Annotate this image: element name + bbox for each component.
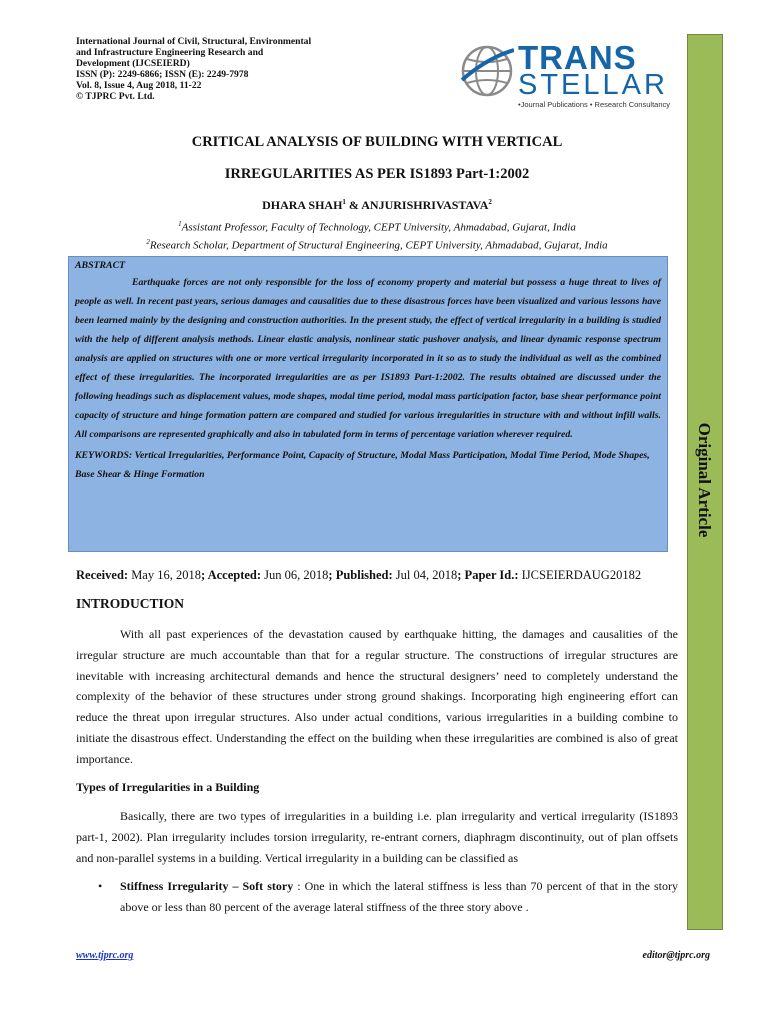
paper-title-line-2: IRREGULARITIES AS PER IS1893 Part-1:2002 <box>224 166 530 182</box>
journal-line: © TJPRC Pvt. Ltd. <box>76 91 155 102</box>
journal-line: ISSN (P): 2249-6866; ISSN (E): 2249-7978 <box>76 69 249 80</box>
paper-id: IJCSEIERDAUG20182 <box>518 568 642 582</box>
journal-line: International Journal of Civil, Structural, Environmental <box>76 36 312 47</box>
affiliation-mark: 2 <box>146 238 150 246</box>
author-name: ANJURISHRIVASTAVA <box>361 198 489 212</box>
received-label: Received: <box>76 568 129 582</box>
authors <box>72 198 682 213</box>
journal-line: Vol. 8, Issue 4, Aug 2018, 11-22 <box>76 80 202 91</box>
journal-line: Development (IJCSEIERD) <box>76 58 190 69</box>
journal-line: and Infrastructure Engineering Research and <box>76 47 264 58</box>
article-type-label: Original Article <box>695 422 714 538</box>
types-paragraph: Basically, there are two types of irregularities in a building i.e. plan irregularity and vertical irregularity (IS1893 part-1, 2002). Plan irregularity includes torsion irregularity, re-entrant corners, diaphragm discontinuity, out of plan offsets and non-parallel systems in a building. Vertical irregularity in a building can be classified as <box>76 809 678 865</box>
editor-email: editor@tjprc.org <box>642 950 710 961</box>
website-link[interactable]: www.tjprc.org <box>76 950 134 961</box>
accepted-label: ; Accepted: <box>200 568 262 582</box>
publication-dates <box>76 568 641 583</box>
received-date: May 16, 2018 <box>128 568 201 582</box>
author-joiner: & <box>345 198 362 212</box>
abstract-box <box>68 256 668 552</box>
keywords: KEYWORDS: Vertical Irregularities, Performance Point, Capacity of Structure, Modal Mass Participation, Modal Time Period, Mode Shapes, Base Shear & Hinge Formation <box>75 450 650 480</box>
published-date: Jul 04, 2018 <box>392 568 458 582</box>
list-item <box>100 876 678 918</box>
list-item-term: Stiffness Irregularity – Soft story <box>120 879 294 893</box>
paper-id-label: ; Paper Id.: <box>457 568 519 582</box>
abstract-heading: ABSTRACT <box>75 260 126 271</box>
author-affiliation-mark: 1 <box>342 198 346 206</box>
abstract-text: Earthquake forces are not only responsible for the loss of economy property and material but possess a huge threat to lives of people as well. In recent past years, serious damages and causalities due to these disastrous forces have been visualized and various lessons have been learned mainly by the designing and construction authorities. In the present study, the effect of vertical irregularity in a building is studied with the help of different analysis methods. Linear elastic analysis, nonlinear static pushover analysis, and linear dynamic response spectrum analysis are applied on structures with one or more vertical irregularity incorporated in it so as to study the individual as well as the combined effect of these irregularities. The incorporated irregularities are as per IS1893 Part-1:2002. The results obtained are discussed under the following headings such as displacement values, mode shapes, modal time period, modal mass participation factor, base shear performance point capacity of structure and hinge formation pattern are compared and studied for various irregularities in structure with and without infill walls. All comparisons are represented graphically and also in tabulated form in terms of percentage variation wherever required. <box>75 277 661 440</box>
accepted-date: Jun 06, 2018 <box>261 568 329 582</box>
affiliation <box>72 220 682 234</box>
list-item-text: : One in which the lateral stiffness is less than 70 percent of that in the story above or less than 80 percent of the average lateral stiffness of the three story above . <box>120 879 679 914</box>
logo-wordmark-top: TRANS <box>518 39 637 76</box>
journal-info <box>76 36 346 102</box>
logo-tagline: •Journal Publications • Research Consultancy <box>518 100 670 109</box>
paper-title-line-1: CRITICAL ANALYSIS OF BUILDING WITH VERTICAL <box>191 134 563 150</box>
subsection-heading-types: Types of Irregularities in a Building <box>76 780 260 794</box>
logo-wordmark-bottom: STELLAR <box>518 69 668 101</box>
publisher-logo <box>460 40 680 110</box>
affiliation-mark: 1 <box>178 220 182 228</box>
list-item-body <box>120 876 678 918</box>
globe-icon <box>460 44 514 98</box>
introduction-paragraph: With all past experiences of the devastation caused by earthquake hitting, the damages and causalities of the irregular structure are much accountable than that for a regular structure. The constructions of irregular structures are inevitable with increasing architectural demands and hence the structural designers’ need to completely understand the complexity of the behavior of these structures under strong ground shakings. Incorporating high engineering effort can reduce the threat upon irregular structures. Also under actual conditions, various irregularities in a building combine to initiate the disastrous effect. Understanding the effect on the building when these irregularities are combined is also of great importance. <box>76 627 678 766</box>
section-heading-introduction: INTRODUCTION <box>76 596 185 611</box>
affiliation-text: Assistant Professor, Faculty of Technology, CEPT University, Ahmadabad, Gujarat, India <box>181 221 576 234</box>
affiliation <box>72 238 682 252</box>
author-affiliation-mark: 2 <box>488 198 492 206</box>
bullet-icon: • <box>98 879 103 893</box>
published-label: ; Published: <box>328 568 393 582</box>
affiliation-text: Research Scholar, Department of Structural Engineering, CEPT University, Ahmadabad, Gujarat, India <box>149 239 608 252</box>
author-name: DHARA SHAH <box>262 198 343 212</box>
